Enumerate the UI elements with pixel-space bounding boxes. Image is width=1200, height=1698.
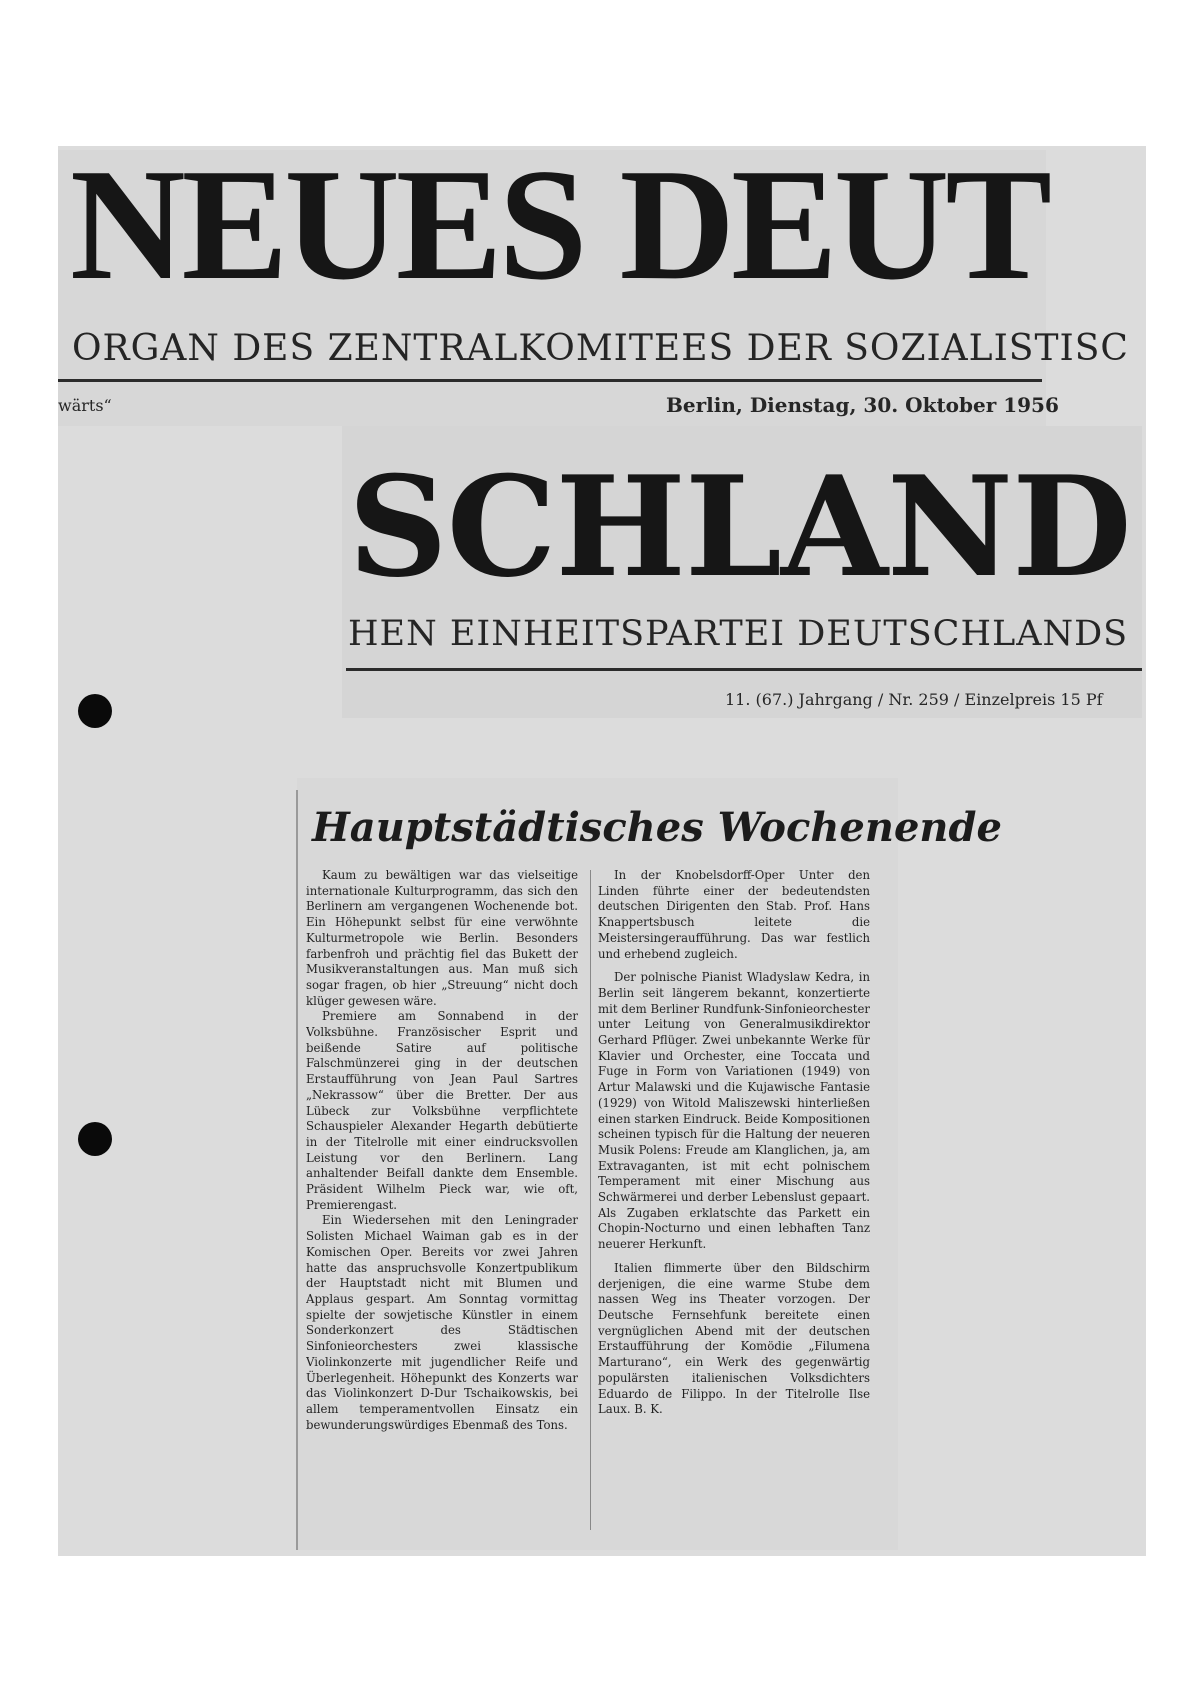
punch-hole-top (78, 694, 112, 728)
article-paragraph: In der Knobelsdorff-Oper Unter den Linden führte einer der bedeutendsten deutschen Dirigenten den Stab. Prof. Hans Knappertsbusch leitete die Meistersingeraufführung. Das war festlich und erhebend zugleich. (598, 868, 870, 961)
column-divider (590, 870, 591, 1530)
article-paragraph: Kaum zu bewältigen war das vielseitige internationale Kulturprogramm, das sich den Berlinern am vergangenen Wochenende bot. Ein Höhepunkt selbst für eine verwöhnte Kulturmetropole wie Berlin. Besonders farbenfroh und prächtig fiel das Bukett der Musikveranstaltungen aus. Man muß sich sogar fragen, ob hier „Streuung“ nicht doch klüger gewesen wäre. (306, 868, 578, 1008)
masthead-title-right: SCHLAND (348, 445, 1131, 608)
vorwaerts-fragment: wärts“ (58, 396, 112, 415)
article-paragraph: Premiere am Sonnabend in der Volksbühne. Französischer Esprit und beißende Satire auf politische Falschmünzerei ging in der deutschen Erstaufführung von Jean Paul Sartres „Nekrassow“ über die Bretter. Der aus Lübeck zur Volksbühne verpflichtete Schauspieler Alexander Hegarth debütierte in der Titelrolle mit einer eindrucksvollen Leistung vor den Berlinern. Lang anhaltender Beifall dankte dem Ensemble. Präsident Wilhelm Pieck war, wie oft, Premierengast. (306, 1009, 578, 1212)
article-edge (296, 790, 298, 1550)
masthead-subtitle-right: HEN EINHEITSPARTEI DEUTSCHLANDS (348, 614, 1129, 654)
article-paragraph: Italien flimmerte über den Bildschirm derjenigen, die eine warme Stube dem nassen Weg ins Theater vorzogen. Der Deutsche Fernsehfunk bereitete einen vergnüglichen Abend mit der deutschen Erstaufführung der Komödie „Filumena Marturano“, ein Werk des gegenwärtig populärsten italienischen Volksdichters Eduardo de Filippo. In der Titelrolle Ilse Laux. B. K. (598, 1260, 870, 1417)
article-column-right (598, 868, 870, 1540)
dateline: Berlin, Dienstag, 30. Oktober 1956 (666, 393, 1059, 417)
masthead-subtitle-left: ORGAN DES ZENTRALKOMITEES DER SOZIALISTISC (72, 328, 1129, 369)
issue-line: 11. (67.) Jahrgang / Nr. 259 / Einzelpreis 15 Pf (725, 690, 1103, 709)
masthead-rule-left (58, 379, 1042, 382)
masthead-title-left: NEUES DEUT (70, 135, 1049, 313)
article-paragraph: Ein Wiedersehen mit den Leningrader Solisten Michael Waiman gab es in der Komischen Oper. Bereits vor zwei Jahren hatte das anspruchsvolle Konzertpublikum der Hauptstadt nicht mit Blumen und Applaus gespart. Am Sonntag vormittag spielte der sowjetische Künstler in einem Sonderkonzert des Städtischen Sinfonieorchesters zwei klassische Violinkonzerte mit jugendlicher Reife und Überlegenheit. Höhepunkt des Konzerts war das Violinkonzert D-Dur Tschaikowskis, bei allem temperamentvollen Einsatz ein bewunderungswürdiges Ebenmaß des Tons. (306, 1213, 578, 1432)
article-headline: Hauptstädtisches Wochenende (312, 804, 1002, 851)
punch-hole-bottom (78, 1122, 112, 1156)
article-paragraph: Der polnische Pianist Wladyslaw Kedra, in Berlin seit längerem bekannt, konzertierte mit dem Berliner Rundfunk-Sinfonieorchester unter Leitung von Generalmusikdirektor Gerhard Pflüger. Zwei unbekannte Werke für Klavier und Orchester, eine Toccata und Fuge in Form von Variationen (1949) von Artur Malawski und die Kujawische Fantasie (1929) von Witold Maliszewski hinterließen einen starken Eindruck. Beide Kompositionen scheinen typisch für die Haltung der neueren Musik Polens: Freude am Klanglichen, ja, am Extravaganten, ist mit echt polnischem Temperament mit einer Mischung aus Schwärmerei und derber Lebenslust gepaart. Als Zugaben erklatschte das Parkett ein Chopin-Nocturno und einen lebhaften Tanz neuerer Herkunft. (598, 970, 870, 1252)
article-column-left (306, 868, 578, 1540)
masthead-rule-right (346, 668, 1142, 671)
